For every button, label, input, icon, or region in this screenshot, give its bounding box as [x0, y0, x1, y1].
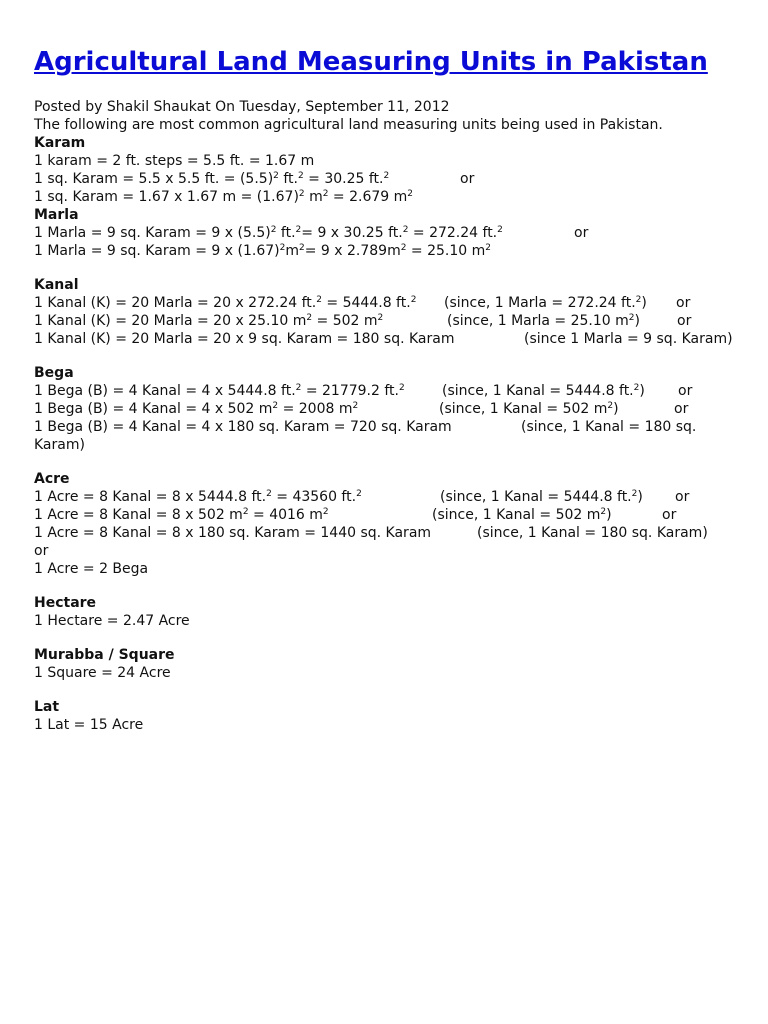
equation: 1 sq. Karam = 5.5 x 5.5 ft. = $(5.5)^2$ ft.$^2$ = 30.25 ft.$^2$ [34, 171, 390, 187]
post-header [34, 98, 734, 134]
since-note: (since, 1 Kanal = 5444.8 ft.$^2$) [440, 489, 643, 505]
marla-line-1 [34, 224, 734, 242]
or-label: or [675, 489, 690, 505]
karam-line-1 [34, 152, 734, 170]
equation: 1 sq. Karam = 1.67 x 1.67 $m = (1.67)^2$ $m^2 = 2.679$ $m^2$ [34, 189, 414, 205]
equation: 1 Kanal (K) = 20 Marla = 20 x 272.24 ft.$^2$ = 5444.8 ft.$^2$ [34, 295, 417, 311]
or-label: or [460, 171, 475, 187]
since-note: (since, 1 Marla = 25.10 $m^2$) [447, 313, 640, 329]
section-heading-marla: Marla [34, 207, 79, 223]
bega-line-2 [34, 400, 734, 418]
byline: Posted by Shakil Shaukat On Tuesday, September 11, 2012 [34, 99, 450, 115]
since-note: (since, 1 Kanal = 5444.8 ft.$^2$) [442, 383, 645, 399]
equation: 1 Hectare = 2.47 Acre [34, 613, 190, 629]
acre-line-last [34, 560, 734, 578]
section-heading-hectare: Hectare [34, 595, 97, 611]
equation: 1 Acre = 8 Kanal = 8 x 502 $m^2 = 4016$ $m^2$ [34, 507, 329, 523]
section-heading-karam: Karam [34, 135, 86, 151]
post-title-link[interactable]: Agricultural Land Measuring Units in Pakistan [34, 47, 708, 77]
kanal-line-2 [34, 312, 734, 330]
equation: 1 Bega (B) = 4 Kanal = 4 x 180 sq. Karam = 720 sq. Karam [34, 419, 452, 435]
kanal-line-1 [34, 294, 734, 312]
kanal-line-3 [34, 330, 734, 348]
bega-line-wrap [34, 436, 734, 454]
bega-line-1 [34, 382, 734, 400]
equation: 1 Marla = 9 sq. Karam = 9 x $(5.5)^2$ ft.$^2$= 9 x 30.25 ft.$^2$ = 272.24 ft.$^2$ [34, 225, 503, 241]
equation: 1 Acre = 8 Kanal = 8 x 5444.8 ft.$^2$ = 43560 ft.$^2$ [34, 489, 362, 505]
marla-line-2 [34, 242, 734, 260]
section-heading-kanal: Kanal [34, 277, 79, 293]
equation: 1 Marla = 9 sq. Karam = 9 x $(1.67)^2m^2= 9$ x $2.789m^2 = 25.10$ $m^2$ [34, 243, 492, 259]
article [34, 46, 734, 734]
section-heading-bega: Bega [34, 365, 74, 381]
equation: 1 Lat = 15 Acre [34, 717, 144, 733]
section-heading-lat: Lat [34, 699, 60, 715]
or-label: or [676, 295, 691, 311]
hectare-line-1 [34, 612, 734, 630]
since-note: (since, 1 Kanal = 180 sq. Karam) [477, 525, 708, 541]
wrapped-text: or [34, 543, 49, 559]
section-heading-murabba: Murabba / Square [34, 647, 175, 663]
or-label: or [574, 225, 589, 241]
acre-line-2 [34, 506, 734, 524]
or-label: or [677, 313, 692, 329]
equation: 1 Kanal (K) = 20 Marla = 20 x 25.10 $m^2 = 502$ $m^2$ [34, 313, 384, 329]
since-note: (since, 1 Marla = 272.24 ft.$^2$) [444, 295, 647, 311]
equation: 1 Bega (B) = 4 Kanal = 4 x 502 $m^2 = 2008$ $m^2$ [34, 401, 359, 417]
lat-line-1 [34, 716, 734, 734]
intro-text: The following are most common agricultural land measuring units being used in Pakistan. [34, 117, 663, 133]
equation: 1 karam = 2 ft. steps = 5.5 ft. = 1.67 m [34, 153, 315, 169]
acre-line-wrap [34, 542, 734, 560]
since-note: (since, 1 Kanal = 502 $m^2$) [432, 507, 612, 523]
or-label: or [674, 401, 689, 417]
murabba-line-1 [34, 664, 734, 682]
or-label: or [662, 507, 677, 523]
karam-line-3 [34, 188, 734, 206]
karam-line-2 [34, 170, 734, 188]
since-note: (since 1 Marla = 9 sq. Karam) [524, 331, 733, 347]
equation: 1 Square = 24 Acre [34, 665, 171, 681]
wrapped-text: Karam) [34, 437, 85, 453]
equation: 1 Bega (B) = 4 Kanal = 4 x 5444.8 ft.$^2$ = 21779.2 ft.$^2$ [34, 383, 405, 399]
since-note: (since, 1 Kanal = 502 $m^2$) [439, 401, 619, 417]
or-label: or [678, 383, 693, 399]
section-heading-acre: Acre [34, 471, 70, 487]
since-note: (since, 1 Kanal = 180 sq. [521, 419, 697, 435]
equation: 1 Acre = 8 Kanal = 8 x 180 sq. Karam = 1440 sq. Karam [34, 525, 432, 541]
acre-line-3 [34, 524, 734, 542]
bega-line-3 [34, 418, 734, 436]
acre-line-1 [34, 488, 734, 506]
equation: 1 Acre = 2 Bega [34, 561, 149, 577]
equation: 1 Kanal (K) = 20 Marla = 20 x 9 sq. Karam = 180 sq. Karam [34, 331, 455, 347]
